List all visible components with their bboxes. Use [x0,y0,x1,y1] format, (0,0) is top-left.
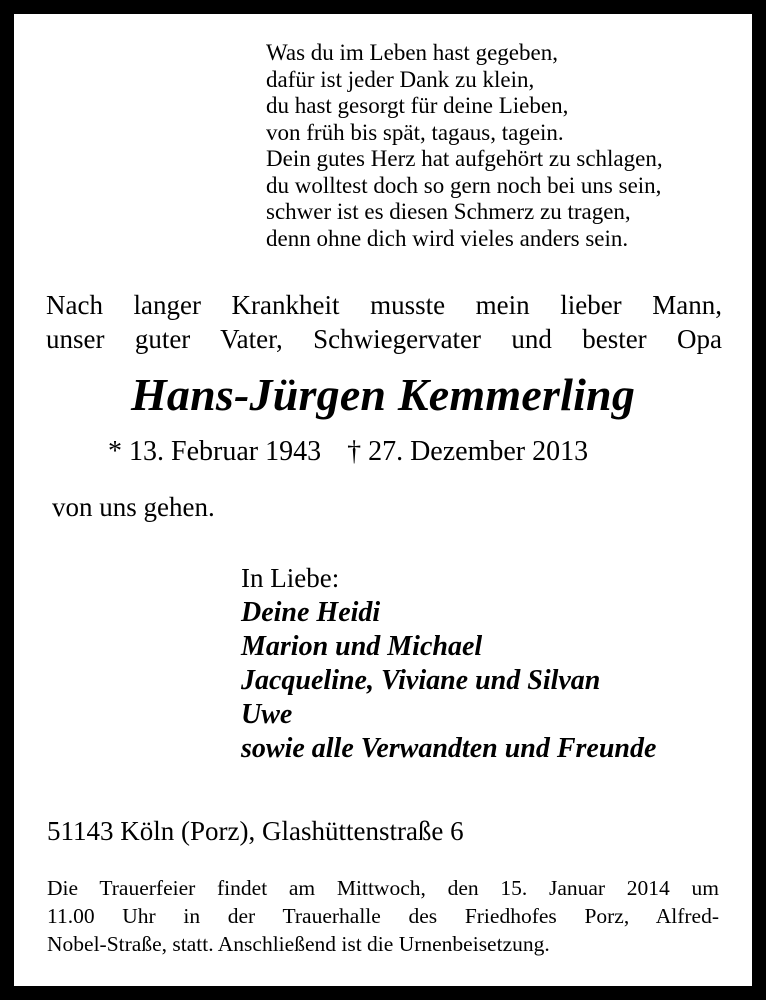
poem [266,40,663,252]
mourner-name: Uwe [241,699,293,730]
poem-line: schwer ist es diesen Schmerz zu tragen, [266,199,631,224]
funeral-notice [47,874,719,958]
mourner-name: Marion und Michael [241,631,483,662]
deceased-name: Hans-Jürgen Kemmerling [130,369,636,420]
mourners-list [241,596,656,766]
poem-line: von früh bis spät, tagaus, tagein. [266,119,564,145]
poem-line: du wolltest doch so gern noch bei uns sein, [266,172,662,198]
poem-line: Was du im Leben hast gegeben, [266,40,558,65]
life-dates [108,436,588,468]
birth-date: * 13. Februar 1943 [108,436,322,467]
mourner-name: Jacqueline, Viviane und Silvan [241,665,601,696]
notice-line: Nobel-Straße, statt. Anschließend ist die Urnenbeisetzung. [47,932,550,956]
intro-line: unser guter Vater, Schwiegervater und bester Opa [46,324,722,354]
poem-line: denn ohne dich wird vieles anders sein. [266,225,629,251]
mourners-heading: In Liebe: [241,563,340,593]
poem-line: dafür ist jeder Dank zu klein, [266,66,535,92]
intro-line: Nach langer Krankheit musste mein lieber Mann, [46,290,722,320]
notice-line: 11.00 Uhr in der Trauerhalle des Friedhofes Porz, Alfred- [47,904,719,928]
address: 51143 Köln (Porz), Glashüttenstraße 6 [47,816,464,846]
closing-text: von uns gehen. [52,492,215,522]
mourner-name: sowie alle Verwandten und Freunde [241,733,657,764]
poem-line: Dein gutes Herz hat aufgehört zu schlagen, [266,146,663,171]
mourner-name: Deine Heidi [241,597,381,628]
notice-line: Die Trauerfeier findet am Mittwoch, den 15. Januar 2014 um [47,876,719,900]
death-date: † 27. Dezember 2013 [347,436,589,467]
poem-line: du hast gesorgt für deine Lieben, [266,93,569,118]
